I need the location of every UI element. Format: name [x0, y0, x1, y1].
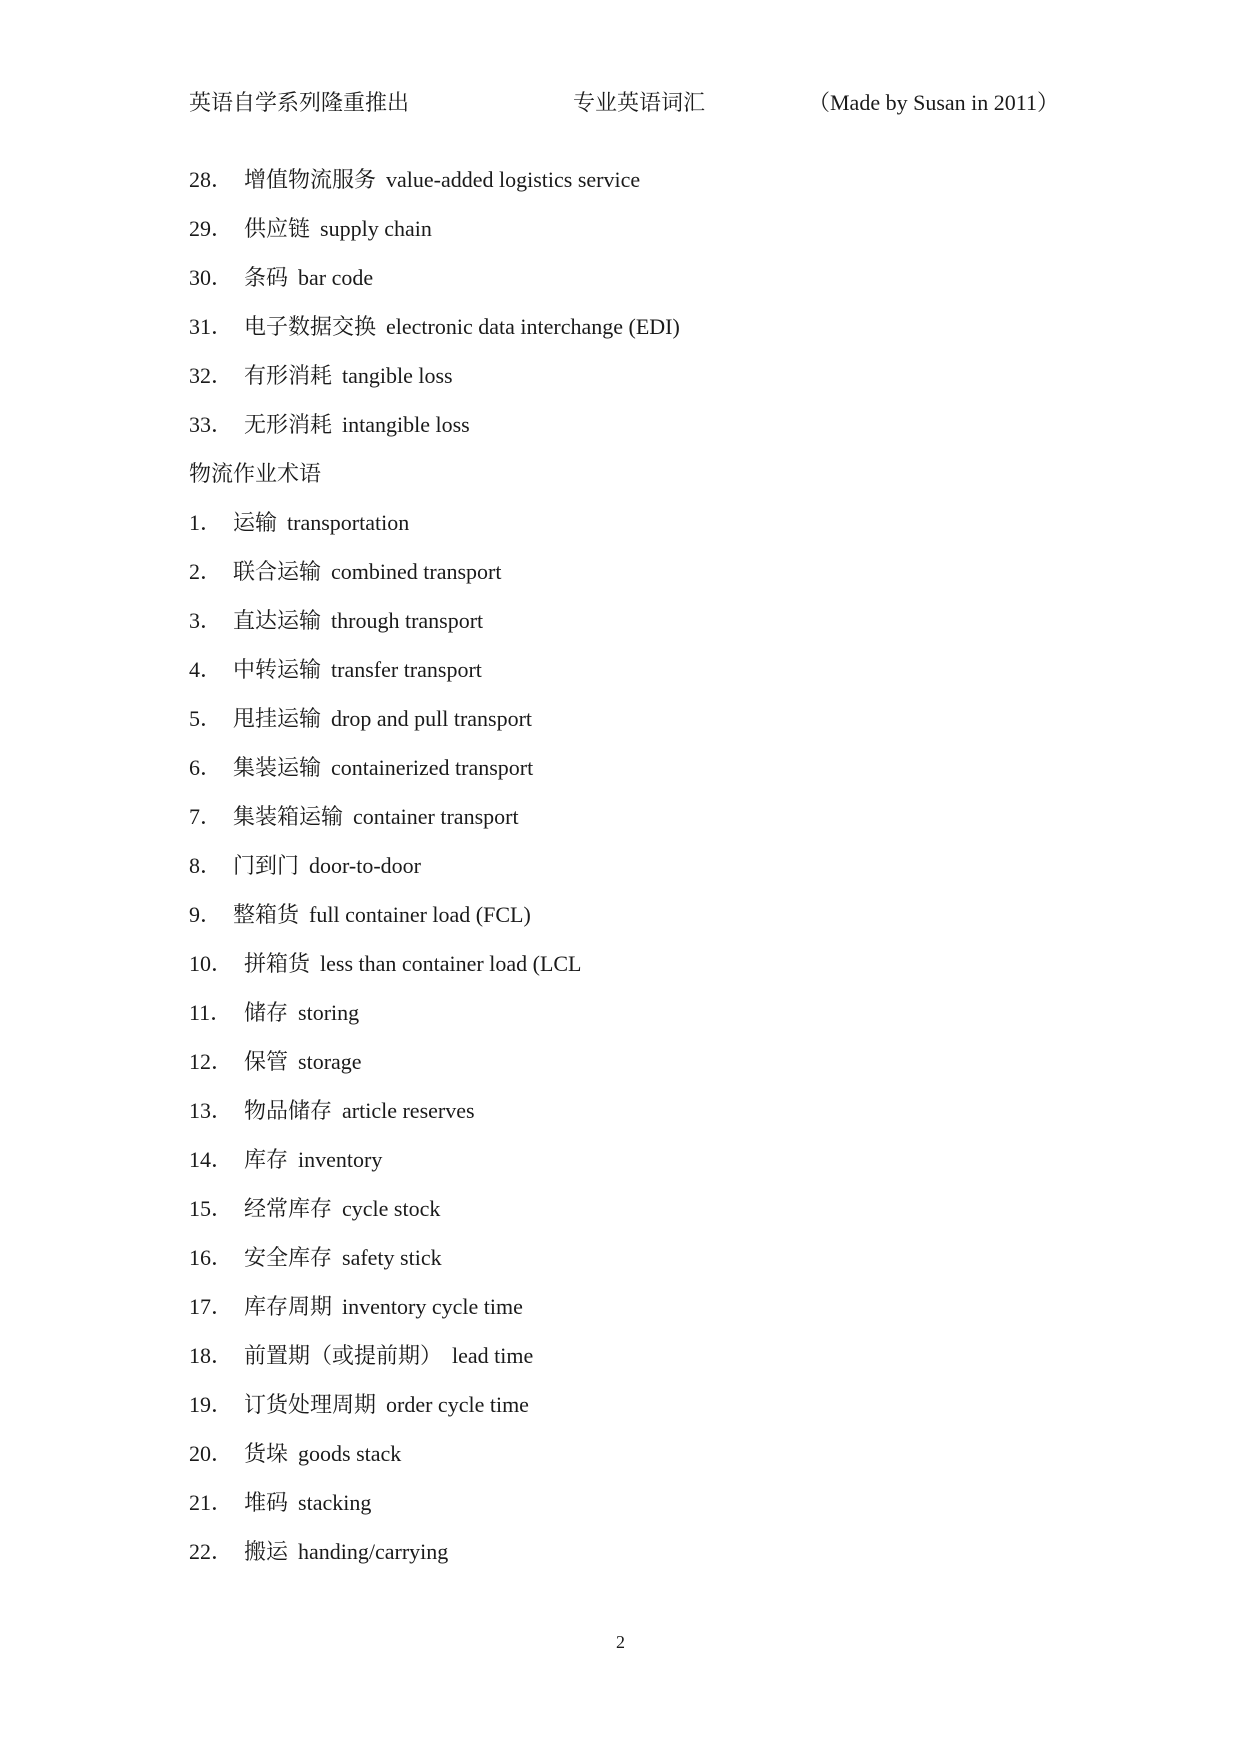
term-chinese: 整箱货 — [233, 902, 300, 927]
list-item — [189, 313, 1089, 362]
term-english: inventory — [298, 1147, 383, 1172]
list-item — [189, 950, 1089, 999]
term-english: drop and pull transport — [331, 706, 533, 731]
item-number: 17． — [189, 1294, 234, 1319]
list-item — [189, 1391, 1089, 1440]
list-item — [189, 1440, 1089, 1489]
item-number: 21． — [189, 1490, 234, 1515]
term-chinese: 库存 — [244, 1147, 289, 1172]
item-number: 18． — [189, 1343, 234, 1368]
list-item — [189, 607, 1089, 656]
item-number: 12． — [189, 1049, 234, 1074]
term-english: safety stick — [342, 1245, 442, 1270]
term-chinese: 堆码 — [244, 1490, 289, 1515]
term-english: order cycle time — [386, 1392, 529, 1417]
item-number: 15． — [189, 1196, 234, 1221]
item-number: 22． — [189, 1539, 234, 1564]
item-number: 9． — [189, 902, 223, 927]
list-item — [189, 215, 1089, 264]
item-number: 10． — [189, 951, 234, 976]
list-item — [189, 558, 1089, 607]
term-english: less than container load (LCL — [320, 951, 582, 976]
list-item — [189, 754, 1089, 803]
list-item — [189, 166, 1089, 215]
vocabulary-list-a — [189, 166, 1089, 460]
term-chinese: 无形消耗 — [244, 412, 333, 437]
term-english: bar code — [298, 265, 374, 290]
term-english: cycle stock — [342, 1196, 441, 1221]
item-number: 31． — [189, 314, 234, 339]
header-series-title: 英语自学系列隆重推出 — [189, 90, 410, 115]
term-chinese: 储存 — [244, 1000, 289, 1025]
term-chinese: 联合运输 — [233, 559, 322, 584]
list-item — [189, 411, 1089, 460]
header-book-title: 专业英语词汇 — [573, 90, 706, 115]
item-number: 7． — [189, 804, 223, 829]
item-number: 8． — [189, 853, 223, 878]
term-chinese: 供应链 — [244, 216, 311, 241]
page-header — [0, 86, 1241, 122]
list-item — [189, 852, 1089, 901]
list-item — [189, 999, 1089, 1048]
vocabulary-list-b — [189, 509, 1089, 1587]
term-chinese: 经常库存 — [244, 1196, 333, 1221]
term-chinese: 电子数据交换 — [244, 314, 377, 339]
term-english: tangible loss — [342, 363, 453, 388]
term-english: through transport — [331, 608, 484, 633]
item-number: 2． — [189, 559, 223, 584]
term-chinese: 中转运输 — [233, 657, 322, 682]
list-item — [189, 1195, 1089, 1244]
list-item — [189, 1293, 1089, 1342]
item-number: 32． — [189, 363, 234, 388]
term-chinese: 增值物流服务 — [244, 167, 377, 192]
term-chinese: 有形消耗 — [244, 363, 333, 388]
page-number: 2 — [616, 1632, 625, 1652]
item-number: 6． — [189, 755, 223, 780]
item-number: 30． — [189, 265, 234, 290]
term-english: lead time — [452, 1343, 534, 1368]
list-item — [189, 362, 1089, 411]
term-english: transportation — [287, 510, 410, 535]
section-title: 物流作业术语 — [189, 461, 322, 486]
term-chinese: 保管 — [244, 1049, 289, 1074]
item-number: 29． — [189, 216, 234, 241]
list-item — [189, 1048, 1089, 1097]
list-item — [189, 264, 1089, 313]
vocabulary-content — [189, 166, 1089, 1587]
term-english: combined transport — [331, 559, 502, 584]
item-number: 16． — [189, 1245, 234, 1270]
term-english: supply chain — [320, 216, 432, 241]
term-chinese: 甩挂运输 — [233, 706, 322, 731]
term-chinese: 运输 — [233, 510, 278, 535]
term-english: stacking — [298, 1490, 372, 1515]
list-item — [189, 509, 1089, 558]
item-number: 5． — [189, 706, 223, 731]
item-number: 14． — [189, 1147, 234, 1172]
term-english: article reserves — [342, 1098, 475, 1123]
term-chinese: 门到门 — [233, 853, 300, 878]
item-number: 1． — [189, 510, 223, 535]
term-chinese: 集装运输 — [233, 755, 322, 780]
term-english: containerized transport — [331, 755, 534, 780]
term-chinese: 搬运 — [244, 1539, 289, 1564]
term-english: inventory cycle time — [342, 1294, 523, 1319]
list-item — [189, 1538, 1089, 1587]
item-number: 28． — [189, 167, 234, 192]
list-item — [189, 1097, 1089, 1146]
term-chinese: 集装箱运输 — [233, 804, 344, 829]
term-chinese: 库存周期 — [244, 1294, 333, 1319]
term-chinese: 货垛 — [244, 1441, 289, 1466]
term-english: handing/carrying — [298, 1539, 449, 1564]
item-number: 4． — [189, 657, 223, 682]
term-english: storage — [298, 1049, 362, 1074]
item-number: 19． — [189, 1392, 234, 1417]
item-number: 13． — [189, 1098, 234, 1123]
item-number: 11． — [189, 1000, 233, 1025]
list-item — [189, 803, 1089, 852]
term-english: storing — [298, 1000, 360, 1025]
list-item — [189, 1146, 1089, 1195]
term-chinese: 直达运输 — [233, 608, 322, 633]
term-english: goods stack — [298, 1441, 402, 1466]
term-chinese: 订货处理周期 — [244, 1392, 377, 1417]
term-chinese: 物品储存 — [244, 1098, 333, 1123]
list-item — [189, 705, 1089, 754]
term-chinese: 条码 — [244, 265, 289, 290]
item-number: 20． — [189, 1441, 234, 1466]
term-english: transfer transport — [331, 657, 482, 682]
item-number: 3． — [189, 608, 223, 633]
term-english: container transport — [353, 804, 519, 829]
list-item — [189, 1489, 1089, 1538]
list-item — [189, 656, 1089, 705]
item-number: 33． — [189, 412, 234, 437]
list-item — [189, 901, 1089, 950]
list-item — [189, 1342, 1089, 1391]
term-chinese: 安全库存 — [244, 1245, 333, 1270]
term-english: door-to-door — [309, 853, 421, 878]
header-credit: （Made by Susan in 2011） — [808, 90, 1059, 115]
term-english: value-added logistics service — [386, 167, 641, 192]
list-item — [189, 1244, 1089, 1293]
term-english: intangible loss — [342, 412, 470, 437]
term-english: full container load (FCL) — [309, 902, 531, 927]
term-chinese: 拼箱货 — [244, 951, 311, 976]
term-english: electronic data interchange (EDI) — [386, 314, 680, 339]
term-chinese: 前置期（或提前期） — [244, 1343, 443, 1368]
